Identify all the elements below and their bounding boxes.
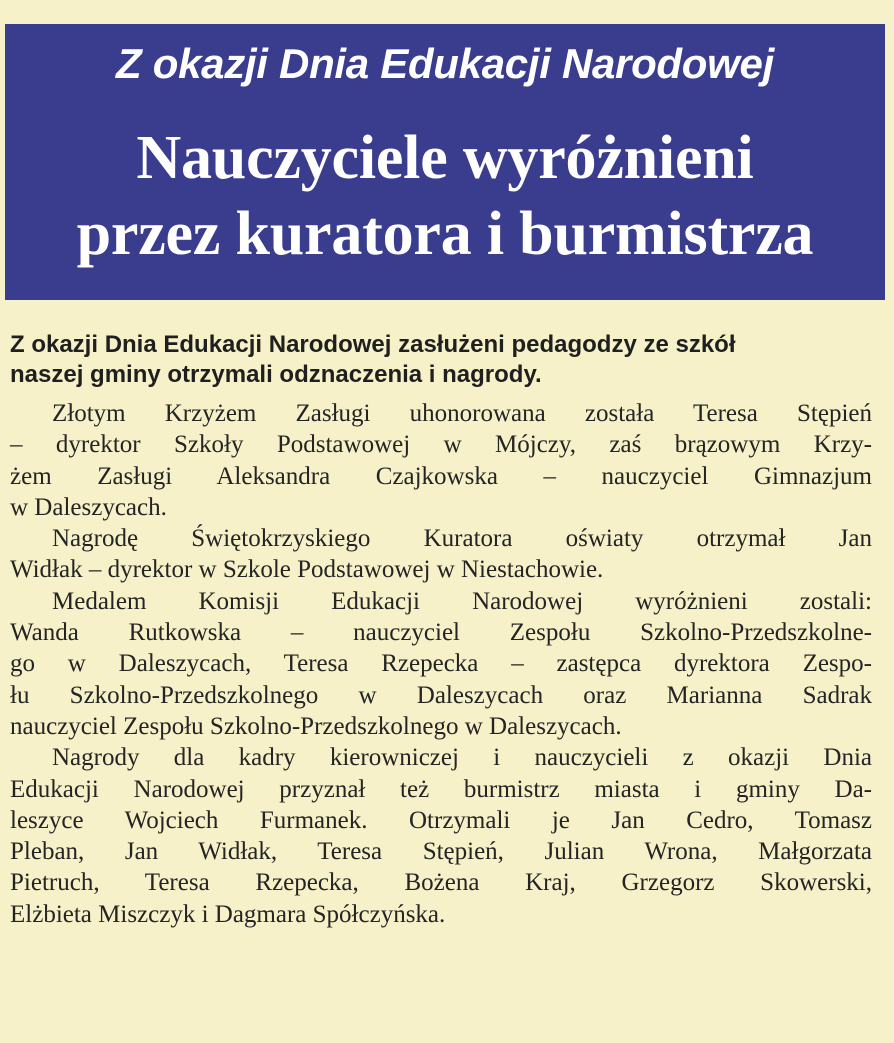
text-line: łu Szkolno-Przedszkolnego w Daleszycach oraz Marianna Sadrak [10, 681, 872, 709]
headline-banner [5, 24, 885, 300]
headline-line: Nauczyciele wyróżnieni [136, 124, 754, 192]
text-line: Medalem Komisji Edukacji Narodowej wyróżnieni zostali: [52, 587, 872, 615]
text-line: żem Zasługi Aleksandra Czajkowska – nauczyciel Gimnazjum [10, 462, 872, 490]
text-line: Elżbieta Miszczyk i Dagmara Spółczyńska. [10, 900, 446, 928]
paragraph-honours [10, 398, 872, 523]
text-line: Złotym Krzyżem Zasługi uhonorowana została Teresa Stępień [52, 400, 872, 427]
lead-line: Z okazji Dnia Edukacji Narodowej zasłużeni pedagodzy ze szkół [10, 331, 736, 358]
text-line: Wanda Rutkowska – nauczyciel Zespołu Szkolno-Przedszkolne- [10, 619, 872, 647]
main-headline [5, 120, 885, 272]
text-line: Nagrody dla kadry kierowniczej i nauczycieli z okazji Dnia [52, 744, 872, 772]
paragraph-mayor-awards [10, 742, 872, 930]
text-line: leszyce Wojciech Furmanek. Otrzymali je Jan Cedro, Tomasz [10, 806, 872, 834]
text-line: w Daleszycach. [10, 493, 167, 521]
lead-paragraph [10, 330, 870, 390]
lead-line: naszej gminy otrzymali odznaczenia i nagrody. [10, 361, 542, 388]
text-line: Pietruch, Teresa Rzepecka, Bożena Kraj, Grzegorz Skowerski, [10, 869, 872, 897]
paragraph-curator-award [10, 523, 872, 586]
paragraph-ken-medal [10, 586, 872, 742]
headline-line: przez kuratora i burmistrza [76, 200, 814, 268]
text-line: Edukacji Narodowej przyznał też burmistrz miasta i gminy Da- [10, 775, 872, 803]
kicker-title: Z okazji Dnia Edukacji Narodowej [116, 40, 774, 87]
text-line: nauczyciel Zespołu Szkolno-Przedszkolnego w Daleszycach. [10, 712, 622, 740]
text-line: – dyrektor Szkoły Podstawowej w Mójczy, zaś brązowym Krzy- [10, 431, 872, 459]
text-line: Pleban, Jan Widłak, Teresa Stępień, Julian Wrona, Małgorzata [10, 838, 872, 866]
text-line: Widłak – dyrektor w Szkole Podstawowej w Niestachowie. [10, 556, 604, 584]
text-line: go w Daleszycach, Teresa Rzepecka – zastępca dyrektora Zespo- [10, 650, 872, 678]
article-body [10, 398, 872, 930]
text-line: Nagrodę Świętokrzyskiego Kuratora oświaty otrzymał Jan [52, 525, 872, 553]
